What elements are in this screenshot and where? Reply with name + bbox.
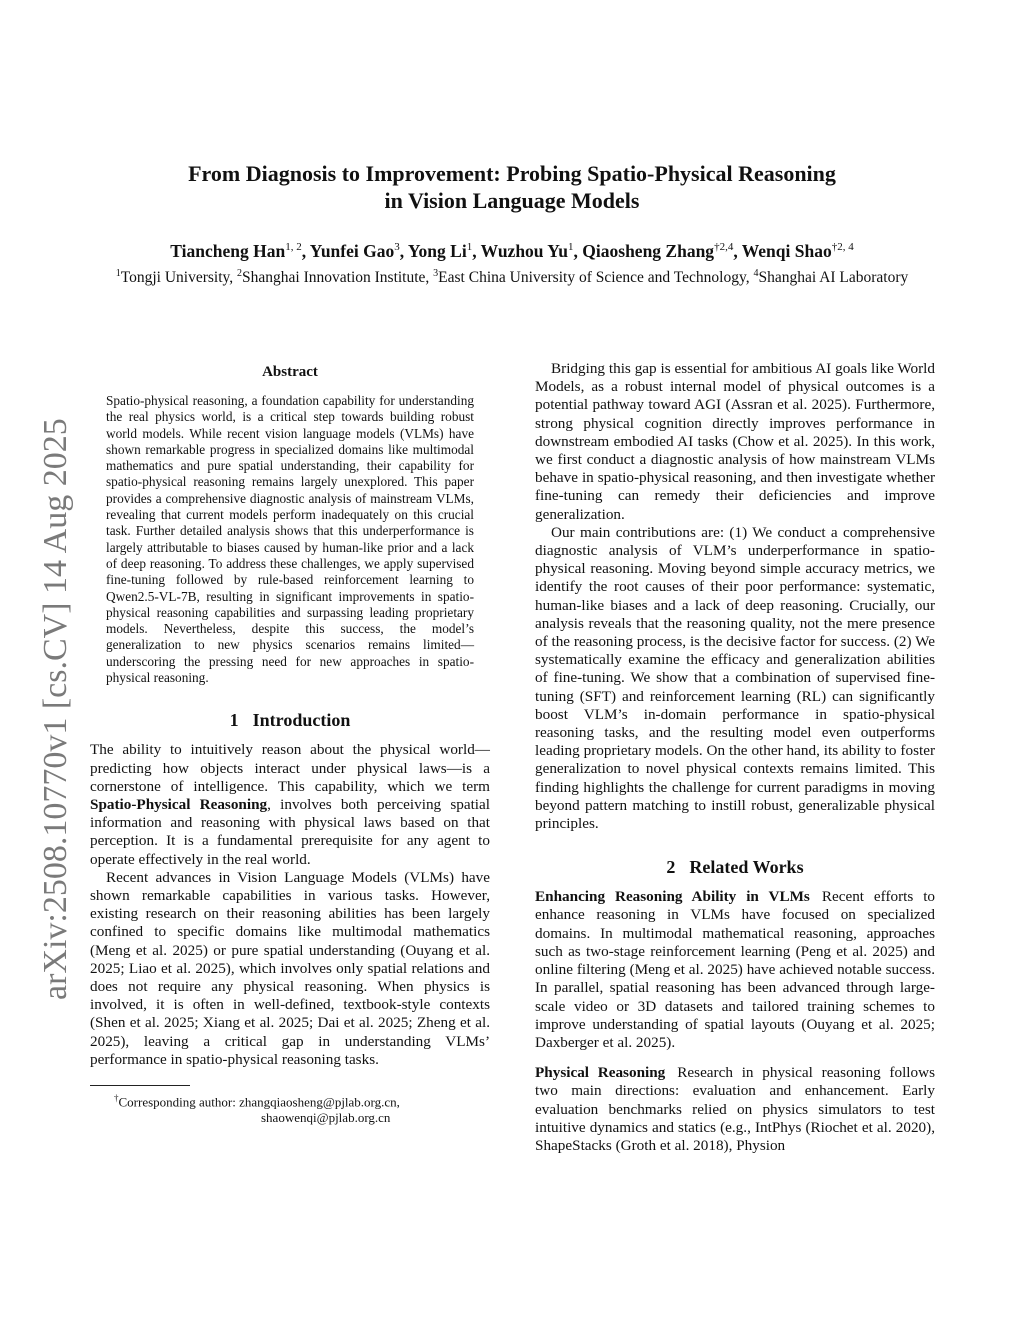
author: Tiancheng Han$^{1, 2}$ — [170, 240, 302, 261]
title-line-1: From Diagnosis to Improvement: Probing Spatio-Physical Reasoning — [188, 161, 836, 186]
author: Wenqi Shao$^{\dagger 2, 4}$ — [741, 240, 854, 261]
intro-paragraph-contributions: Our main contributions are: (1) We conduct a comprehensive diagnostic analysis of VLM’s underperformance in spatio-physical reasoning. Moving beyond simple accuracy metrics, we identify the root causes of their poor performance: systematic, human-like biases and a lack of deep reasoning. Crucially, our analysis reveals that the reasoning quality, not the mere presence of the reasoning process, is the decisive factor for success. (2) We systematically examine the efficacy and generalization abilities of fine-tuning. We show that a combination of supervised fine-tuning (SFT) and reinforcement learning (RL) can significantly boost VLM’s in-domain performance in spatio-physical reasoning tasks, and the resulting model even outperforms leading proprietary models. On the other hand, its ability to foster generalization to novel physical contexts remains limited. This finding highlights the challenge for current paradigms in moving beyond pattern matching to instill robust, generalizable physical principles. — [535, 523, 935, 833]
paper-title — [130, 160, 894, 214]
footnote: †Corresponding author: zhangqiaosheng@pjlab.org.cn, shaowenqi@pjlab.org.cn — [114, 1093, 400, 1126]
author: Wuzhou Yu$^1$ — [480, 240, 574, 261]
paragraph-run-in-heading: Enhancing Reasoning Ability in VLMs — [535, 888, 810, 906]
arxiv-identifier: arXiv:2508.10770v1 [cs.CV] 14 Aug 2025 — [37, 418, 74, 1000]
related-paragraph-physical: Physical Reasoning Research in physical reasoning follows two main directions: evaluation and enhancement. Early evaluation benchmarks relied on physics simulators to test intuitive dynamics and statics (e.g., IntPhys (Riochet et al. 2020), ShapeStacks (Groth et al. 2018), Physion — [535, 1064, 935, 1154]
section-heading-introduction: 1 Introduction — [229, 710, 351, 731]
right-column — [535, 360, 935, 1155]
section-number: 1 — [229, 710, 239, 731]
title-line-2: in Vision Language Models — [384, 188, 640, 213]
abstract-heading: Abstract — [262, 364, 318, 380]
paragraph-run-in-heading: Physical Reasoning — [535, 1064, 666, 1082]
intro-paragraph-2: Recent advances in Vision Language Models (VLMs) have shown remarkable capabilities in various tasks. However, existing research on their reasoning abilities has been largely confined to specific domains like multimodal mathematics (Meng et al. 2025) or pure spatial understanding (Ouyang et al. 2025; Liao et al. 2025), which involves only spatial relations and does not require any physical reasoning. When physics is involved, it is often in well-defined, textbook-style contexts (Shen et al. 2025; Xiang et al. 2025; Dai et al. 2025; Zheng et al. 2025), leaving a critical gap in understanding VLMs’ performance in spatio-physical reasoning tasks. — [90, 868, 490, 1068]
author: Yunfei Gao$^3$ — [309, 240, 400, 261]
author-list: Tiancheng Han$^{1, 2}$, Yunfei Gao$^3$, Yong Li$^1$, Wuzhou Yu$^1$, Qiaosheng Zhang$^{\dagger 2,4}$, Wenqi Shao$^{\dagger 2, 4}$ — [170, 240, 854, 261]
left-column — [90, 360, 490, 1126]
author: Qiaosheng Zhang$^{\dagger 2,4}$ — [582, 240, 734, 261]
footnote-divider — [90, 1085, 190, 1086]
intro-paragraph-1: The ability to intuitively reason about the physical world—predicting how objects interact under physical laws—is a cornerstone of intelligence. This capability, which we term Spatio-Physical Reasoning, involves both perceiving spatial information and reasoning with physical laws based on that perception. It is a fundamental prerequisite for any agent to operate effectively in the real world. — [90, 741, 490, 868]
intro-paragraph-3: Bridging this gap is essential for ambitious AI goals like World Models, as a robust internal model of physical outcomes is a potential pathway toward AGI (Assran et al. 2025). Furthermore, strong physical cognition directly improves performance in downstream embodied AI tasks (Chow et al. 2025). In this work, we first conduct a diagnostic analysis of how mainstream VLMs behave in spatio-physical reasoning, and then investigate whether fine-tuning can remedy their deficiencies and improve generalization. — [535, 360, 935, 523]
author: Yong Li$^1$ — [407, 240, 473, 261]
affiliations: $^1$Tongji University, $^2$Shanghai Innovation Institute, $^3$East China University of Science and Technology, $^4$Shanghai AI Laboratory — [115, 268, 909, 287]
related-paragraph-reasoning: Enhancing Reasoning Ability in VLMs Recent efforts to enhance reasoning in VLMs have focused on specialized domains. In multimodal mathematical reasoning, approaches such as two-stage reinforcement learning (Peng et al. 2025) and online filtering (Meng et al. 2025) have achieved notable success. In parallel, spatial reasoning has been advanced through large-scale video or 3D datasets and tailored training schemes to improve understanding of spatial layouts (Ouyang et al. 2025; Daxberger et al. 2025). — [535, 888, 936, 1051]
section-number: 2 — [666, 857, 676, 878]
section-heading-related-works: 2 Related Works — [666, 857, 804, 878]
abstract-text: Spatio-physical reasoning, a foundation capability for understanding the real physics world, is a critical step towards building robust world models. While recent vision language models (VLMs) have shown remarkable progress in specialized domains like multimodal mathematics and pure spatial understanding, their capability for spatio-physical reasoning remains largely unexplored. This paper provides a comprehensive diagnostic analysis of mainstream VLMs, revealing that current models perform inadequately on this crucial task. Further detailed analysis shows that this underperformance is largely attributable to biases caused by human-like prior and a lack of deep reasoning. To address these challenges, we apply supervised fine-tuning followed by rule-based reinforcement learning to Qwen2.5-VL-7B, resulting in significant improvements in spatio-physical reasoning capabilities and surpassing leading proprietary models. Nevertheless, despite this success, the model’s generalization to new physics scenarios remains limited—underscoring the pressing need for new approaches in spatio-physical reasoning. — [106, 393, 474, 686]
